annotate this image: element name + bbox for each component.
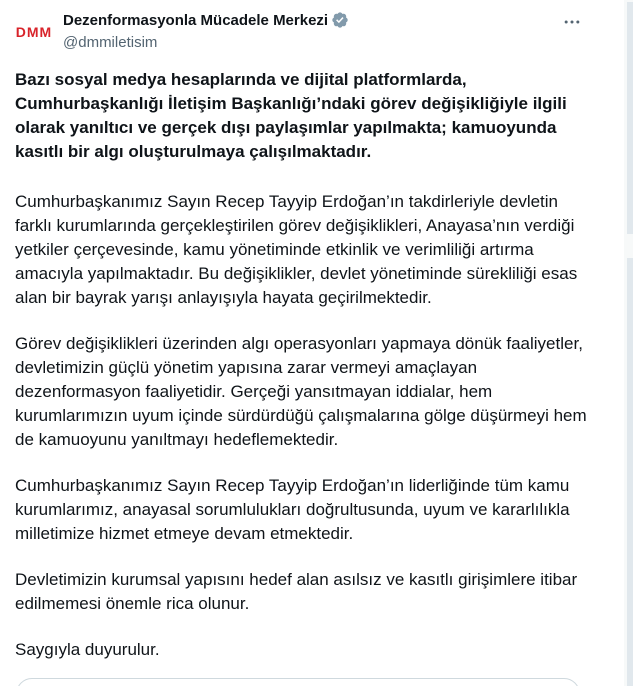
tweet-paragraph: Saygıyla duyurulur. xyxy=(15,640,160,659)
verified-badge-icon[interactable] xyxy=(331,11,349,29)
avatar-logo-text: DMM xyxy=(15,24,53,40)
side-panel-border xyxy=(627,258,633,686)
side-panel-border xyxy=(627,2,633,234)
tweet-paragraph: Görev değişiklikleri üzerinden algı operasyonları yapmaya dönük faaliyetler, devletimizin güçlü yönetim yapısına zarar vermeyi amaçlayan dezenformasyon faaliyetidir. Gerçeği yansıtmayan iddialar, hem kurumlarımızın uyum içinde sürdürdüğü çalışmalarına gölge düşürmeyi hem de kamuoyunu yanıltmayı hedeflemektedir. xyxy=(15,334,587,449)
author-handle[interactable]: @dmmiletisim xyxy=(63,34,158,51)
tweet-paragraph: Devletimizin kurumsal yapısını hedef alan asılsız ve kasıtlı girişimlere itibar edilmemesi önemle rica olunur. xyxy=(15,570,578,613)
embedded-card[interactable] xyxy=(16,678,580,686)
tweet-paragraph: Cumhurbaşkanımız Sayın Recep Tayyip Erdoğan’ın liderliğinde tüm kamu kurumlarımız, anayasal sorumlulukları doğrultusunda, uyum ve kararlılıkla milletimize hizmet etmeye devam etmektedir. xyxy=(15,476,570,543)
tweet-paragraph-lead: Bazı sosyal medya hesaplarında ve dijital platformlarda, Cumhurbaşkanlığı İletişim Başkanlığı’ndaki görev değişikliğiyle ilgili olarak yanıltıcı ve gerçek dışı paylaşımlar yapılmakta; kamuoyunda kasıtlı bir algı oluşturulmaya çalışılmaktadır. xyxy=(15,70,567,161)
avatar[interactable] xyxy=(10,14,58,50)
author-display-name[interactable]: Dezenformasyonla Mücadele Merkezi xyxy=(63,11,329,29)
tweet-paragraph: Cumhurbaşkanımız Sayın Recep Tayyip Erdoğan’ın takdirleriyle devletin farklı kurumlarında gerçekleştirilen görev değişiklikleri, Anayasa’nın verdiği yetkiler çerçevesinde, kamu yönetiminde etkinlik ve verimliliği artırma amacıyla yapılmaktadır. Bu değişiklikler, devlet yönetiminde sürekliliği esas alan bir bayrak yarışı anlayışıyla hayata geçirilmektedir. xyxy=(15,192,578,307)
author-name-row xyxy=(63,11,349,29)
tweet-text xyxy=(15,68,590,662)
side-column-edge xyxy=(624,0,633,686)
more-options-icon[interactable] xyxy=(560,10,584,34)
